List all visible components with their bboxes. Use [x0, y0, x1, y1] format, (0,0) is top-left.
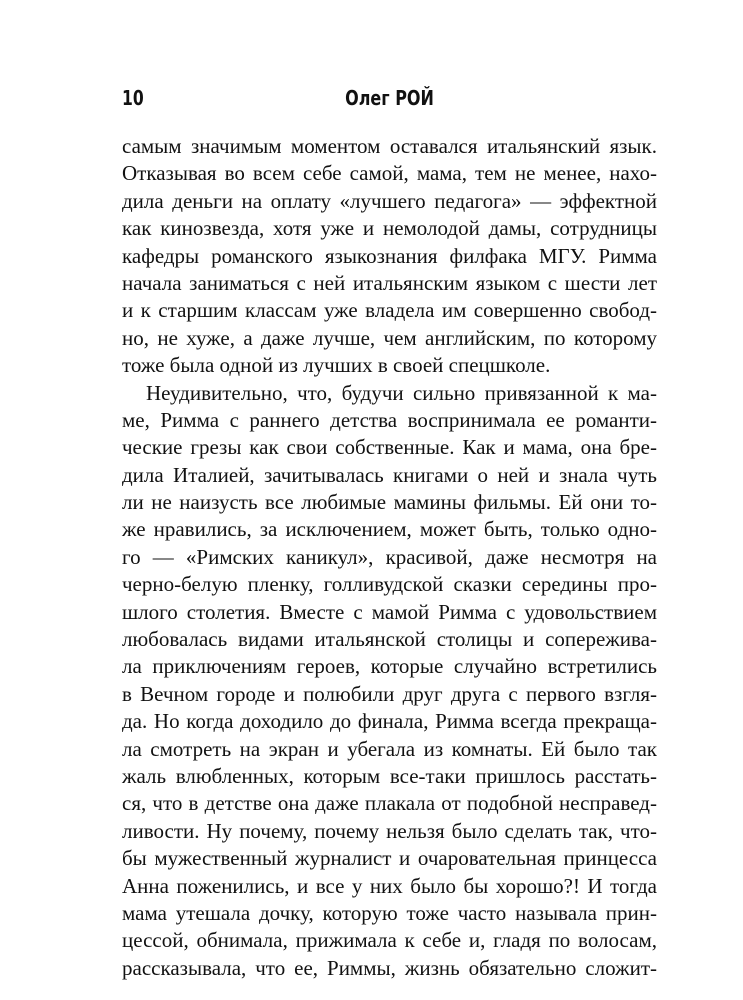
- text-line: цессой, обнимала, прижимала к себе и, гладя по волосам,: [122, 928, 657, 953]
- text-line: кафедры романского языкознания филфака МГУ. Римма: [122, 243, 657, 268]
- text-line: черно-белую пленку, голливудской сказки середины про-: [122, 572, 657, 597]
- text-line: ческие грезы как свои собственные. Как и мама, она бре-: [122, 435, 657, 460]
- running-head-author: Олег РОЙ: [345, 86, 434, 110]
- text-line: бы мужественный журналист и очаровательная принцесса: [122, 846, 657, 871]
- text-line: дила деньги на оплату «лучшего педагога» — эффектной: [122, 188, 657, 213]
- text-line: Неудивительно, что, будучи сильно привязанной к ма-: [146, 380, 657, 405]
- text-line: любовалась видами итальянской столицы и сопережива-: [122, 627, 657, 652]
- body-text: [122, 133, 657, 982]
- page-header: [122, 86, 657, 116]
- text-line: в Вечном городе и полюбили друг друга с первого взгля-: [122, 681, 657, 706]
- text-line: тоже была одной из лучших в своей спецшколе.: [122, 353, 551, 378]
- text-line: ливости. Ну почему, почему нельзя было сделать так, что-: [122, 818, 657, 843]
- text-line: рассказывала, что ее, Риммы, жизнь обязательно сложит-: [122, 955, 657, 980]
- text-line: да. Но когда доходило до финала, Римма всегда прекраща-: [122, 709, 657, 734]
- text-line: жаль влюбленных, которым все-таки пришлось расстать-: [122, 763, 657, 788]
- text-line: ла приключениям героев, которые случайно встретились: [122, 654, 657, 679]
- text-line: начала заниматься с ней итальянским языком с шести лет: [122, 270, 657, 295]
- text-line: Анна поженились, и все у них было бы хорошо?! И тогда: [122, 873, 657, 898]
- text-line: мама утешала дочку, которую тоже часто называла прин-: [122, 900, 657, 925]
- text-line: же нравились, за исключением, может быть, только одно-: [122, 517, 657, 542]
- text-line: дила Италией, зачитывалась книгами о ней и знала чуть: [122, 462, 657, 487]
- text-line: ся, что в детстве она даже плакала от подобной несправед-: [122, 791, 657, 816]
- text-line: шлого столетия. Вместе с мамой Римма с удовольствием: [122, 599, 657, 624]
- text-line: ме, Римма с раннего детства воспринимала ее романти-: [122, 407, 657, 432]
- text-line: ла смотреть на экран и убегала из комнаты. Ей было так: [122, 736, 657, 761]
- text-line: Отказывая во всем себе самой, мама, тем не менее, нахо-: [122, 161, 657, 186]
- page-number: 10: [122, 86, 144, 110]
- text-line: ли не наизусть все любимые мамины фильмы. Ей они то-: [122, 490, 657, 515]
- text-line: самым значимым моментом оставался итальянский язык.: [122, 134, 657, 158]
- text-line: го — «Римских каникул», красивой, даже несмотря на: [122, 544, 657, 569]
- text-line: но, не хуже, а даже лучше, чем английским, по которому: [122, 325, 657, 350]
- text-line: и к старшим классам уже владела им совершенно свобод-: [122, 298, 657, 323]
- text-line: как кинозвезда, хотя уже и немолодой дамы, сотрудницы: [122, 216, 657, 241]
